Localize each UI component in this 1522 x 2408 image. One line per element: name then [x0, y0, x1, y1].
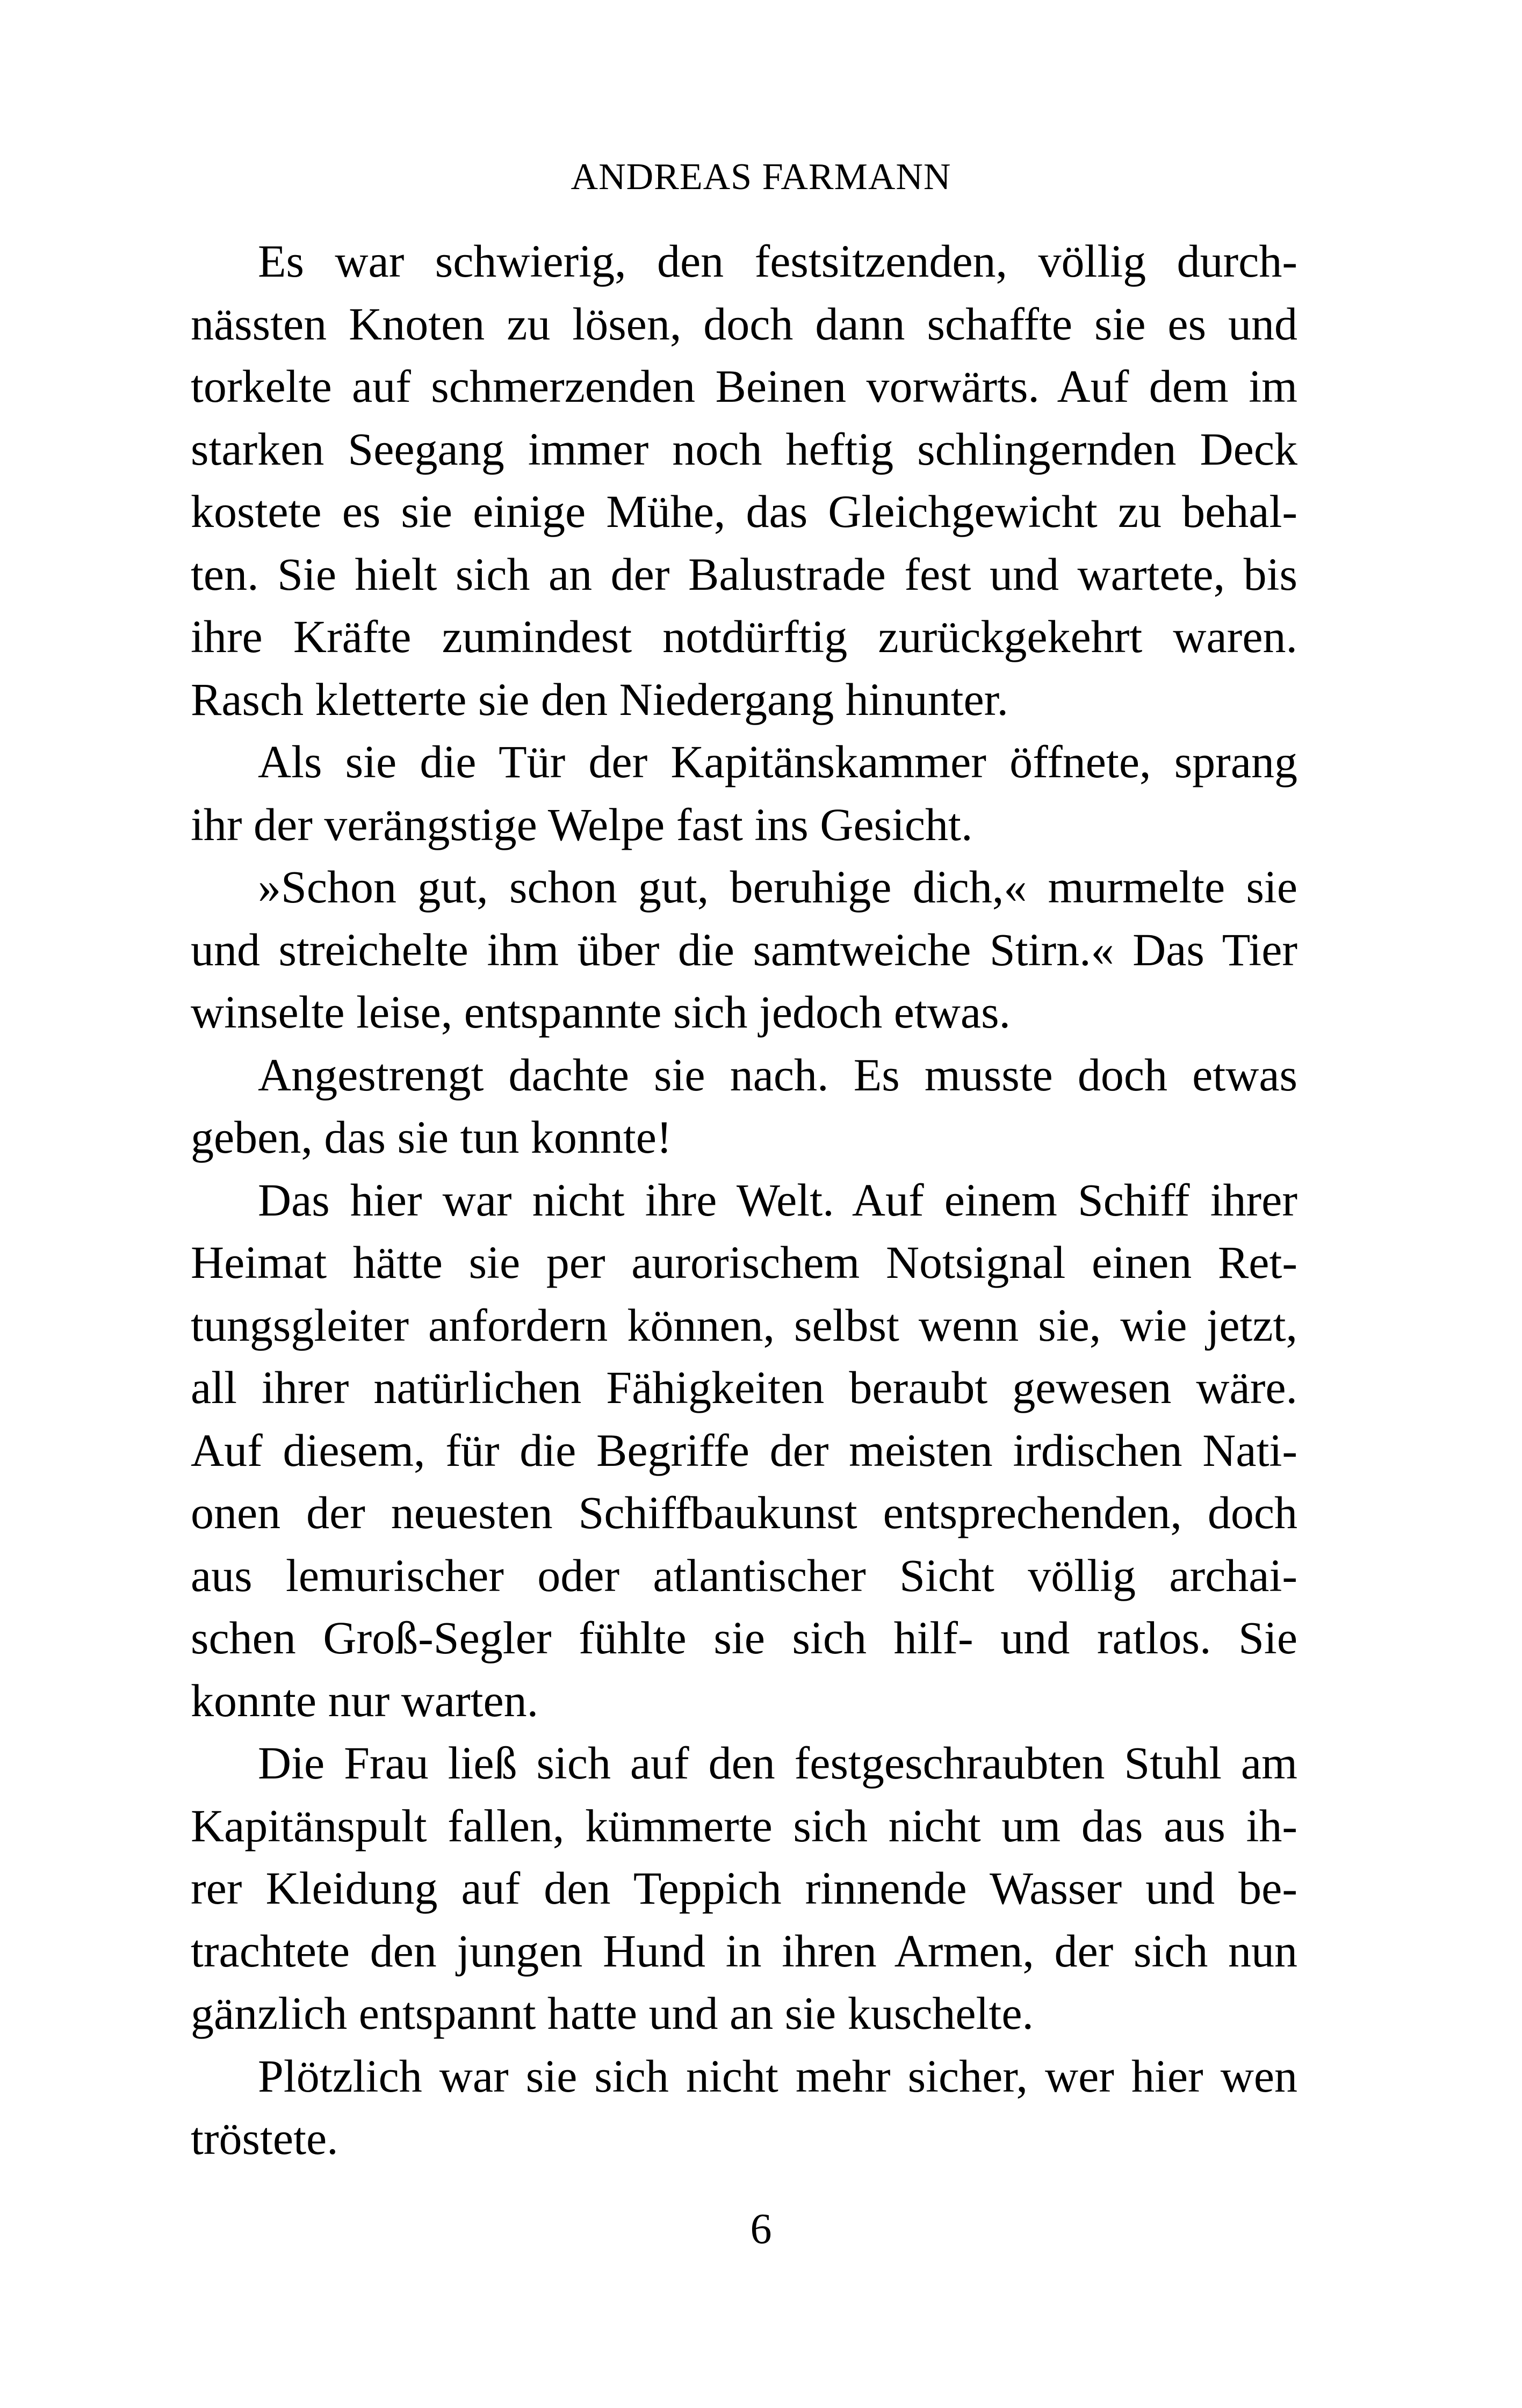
text-line: Angestrengt dachte sie nach. Es musste doch etwas — [258, 1048, 1297, 1101]
text-line: torkelte auf schmerzenden Beinen vorwärts. Auf dem im — [191, 360, 1297, 412]
text-line: ten. Sie hielt sich an der Balustrade fest und wartete, bis — [191, 548, 1297, 600]
paragraph — [191, 230, 1297, 731]
text-line: Das hier war nicht ihre Welt. Auf einem Schiff ihrer — [258, 1174, 1297, 1226]
paragraph — [191, 856, 1297, 1044]
text-line: aus lemurischer oder atlantischer Sicht völlig archai- — [191, 1549, 1297, 1601]
paragraph — [191, 731, 1297, 856]
text-line: all ihrer natürlichen Fähigkeiten beraubt gewesen wäre. — [191, 1362, 1297, 1413]
text-line: Die Frau ließ sich auf den festgeschraubten Stuhl am — [258, 1737, 1297, 1789]
text-line: Plötzlich war sie sich nicht mehr sicher, wer hier wen — [258, 2050, 1297, 2102]
body-text — [191, 230, 1297, 2170]
text-line: nässten Knoten zu lösen, doch dann schaffte sie es und — [191, 298, 1297, 350]
text-line: ihre Kräfte zumindest notdürftig zurückgekehrt waren. — [191, 611, 1297, 662]
text-line: Heimat hätte sie per aurorischem Notsignal einen Ret- — [191, 1236, 1297, 1288]
text-line: Als sie die Tür der Kapitänskammer öffnete, sprang — [258, 736, 1297, 787]
paragraph — [191, 1044, 1297, 1169]
text-line: starken Seegang immer noch heftig schlingernden Deck — [191, 423, 1297, 475]
text-line: winselte leise, entspannte sich jedoch etwas. — [191, 986, 1011, 1038]
text-line: onen der neuesten Schiffbaukunst entsprechenden, doch — [191, 1487, 1297, 1538]
text-line: und streichelte ihm über die samtweiche Stirn.« Das Tier — [191, 923, 1297, 975]
text-line: ihr der verängstige Welpe fast ins Gesicht. — [191, 798, 973, 850]
paragraph — [191, 2045, 1297, 2170]
text-line: Rasch kletterte sie den Niedergang hinunter. — [191, 673, 1009, 725]
text-line: Kapitänspult fallen, kümmerte sich nicht um das aus ih- — [191, 1799, 1297, 1852]
text-line: trachtete den jungen Hund in ihren Armen, der sich nun — [191, 1925, 1297, 1977]
text-line: tröstete. — [191, 2113, 338, 2164]
text-line: schen Groß-Segler fühlte sie sich hilf- und ratlos. Sie — [191, 1612, 1297, 1664]
text-line: Es war schwierig, den festsitzenden, völlig durch- — [258, 235, 1297, 287]
page-number: 6 — [750, 2205, 772, 2253]
text-line: konnte nur warten. — [191, 1674, 539, 1726]
paragraph — [191, 1169, 1297, 1732]
running-head-author: ANDREAS FARMANN — [571, 156, 951, 198]
paragraph — [191, 1732, 1297, 2045]
text-line: kostete es sie einige Mühe, das Gleichgewicht zu behal- — [191, 486, 1297, 537]
text-line: »Schon gut, schon gut, beruhige dich,« murmelte sie — [258, 861, 1297, 913]
text-line: tungsgleiter anfordern können, selbst wenn sie, wie jetzt, — [191, 1299, 1297, 1351]
text-line: geben, das sie tun konnte! — [191, 1111, 672, 1163]
text-line: Auf diesem, für die Begriffe der meisten irdischen Nati- — [191, 1424, 1297, 1476]
text-line: rer Kleidung auf den Teppich rinnende Wasser und be- — [191, 1862, 1297, 1914]
text-line: gänzlich entspannt hatte und an sie kuschelte. — [191, 1987, 1034, 2039]
